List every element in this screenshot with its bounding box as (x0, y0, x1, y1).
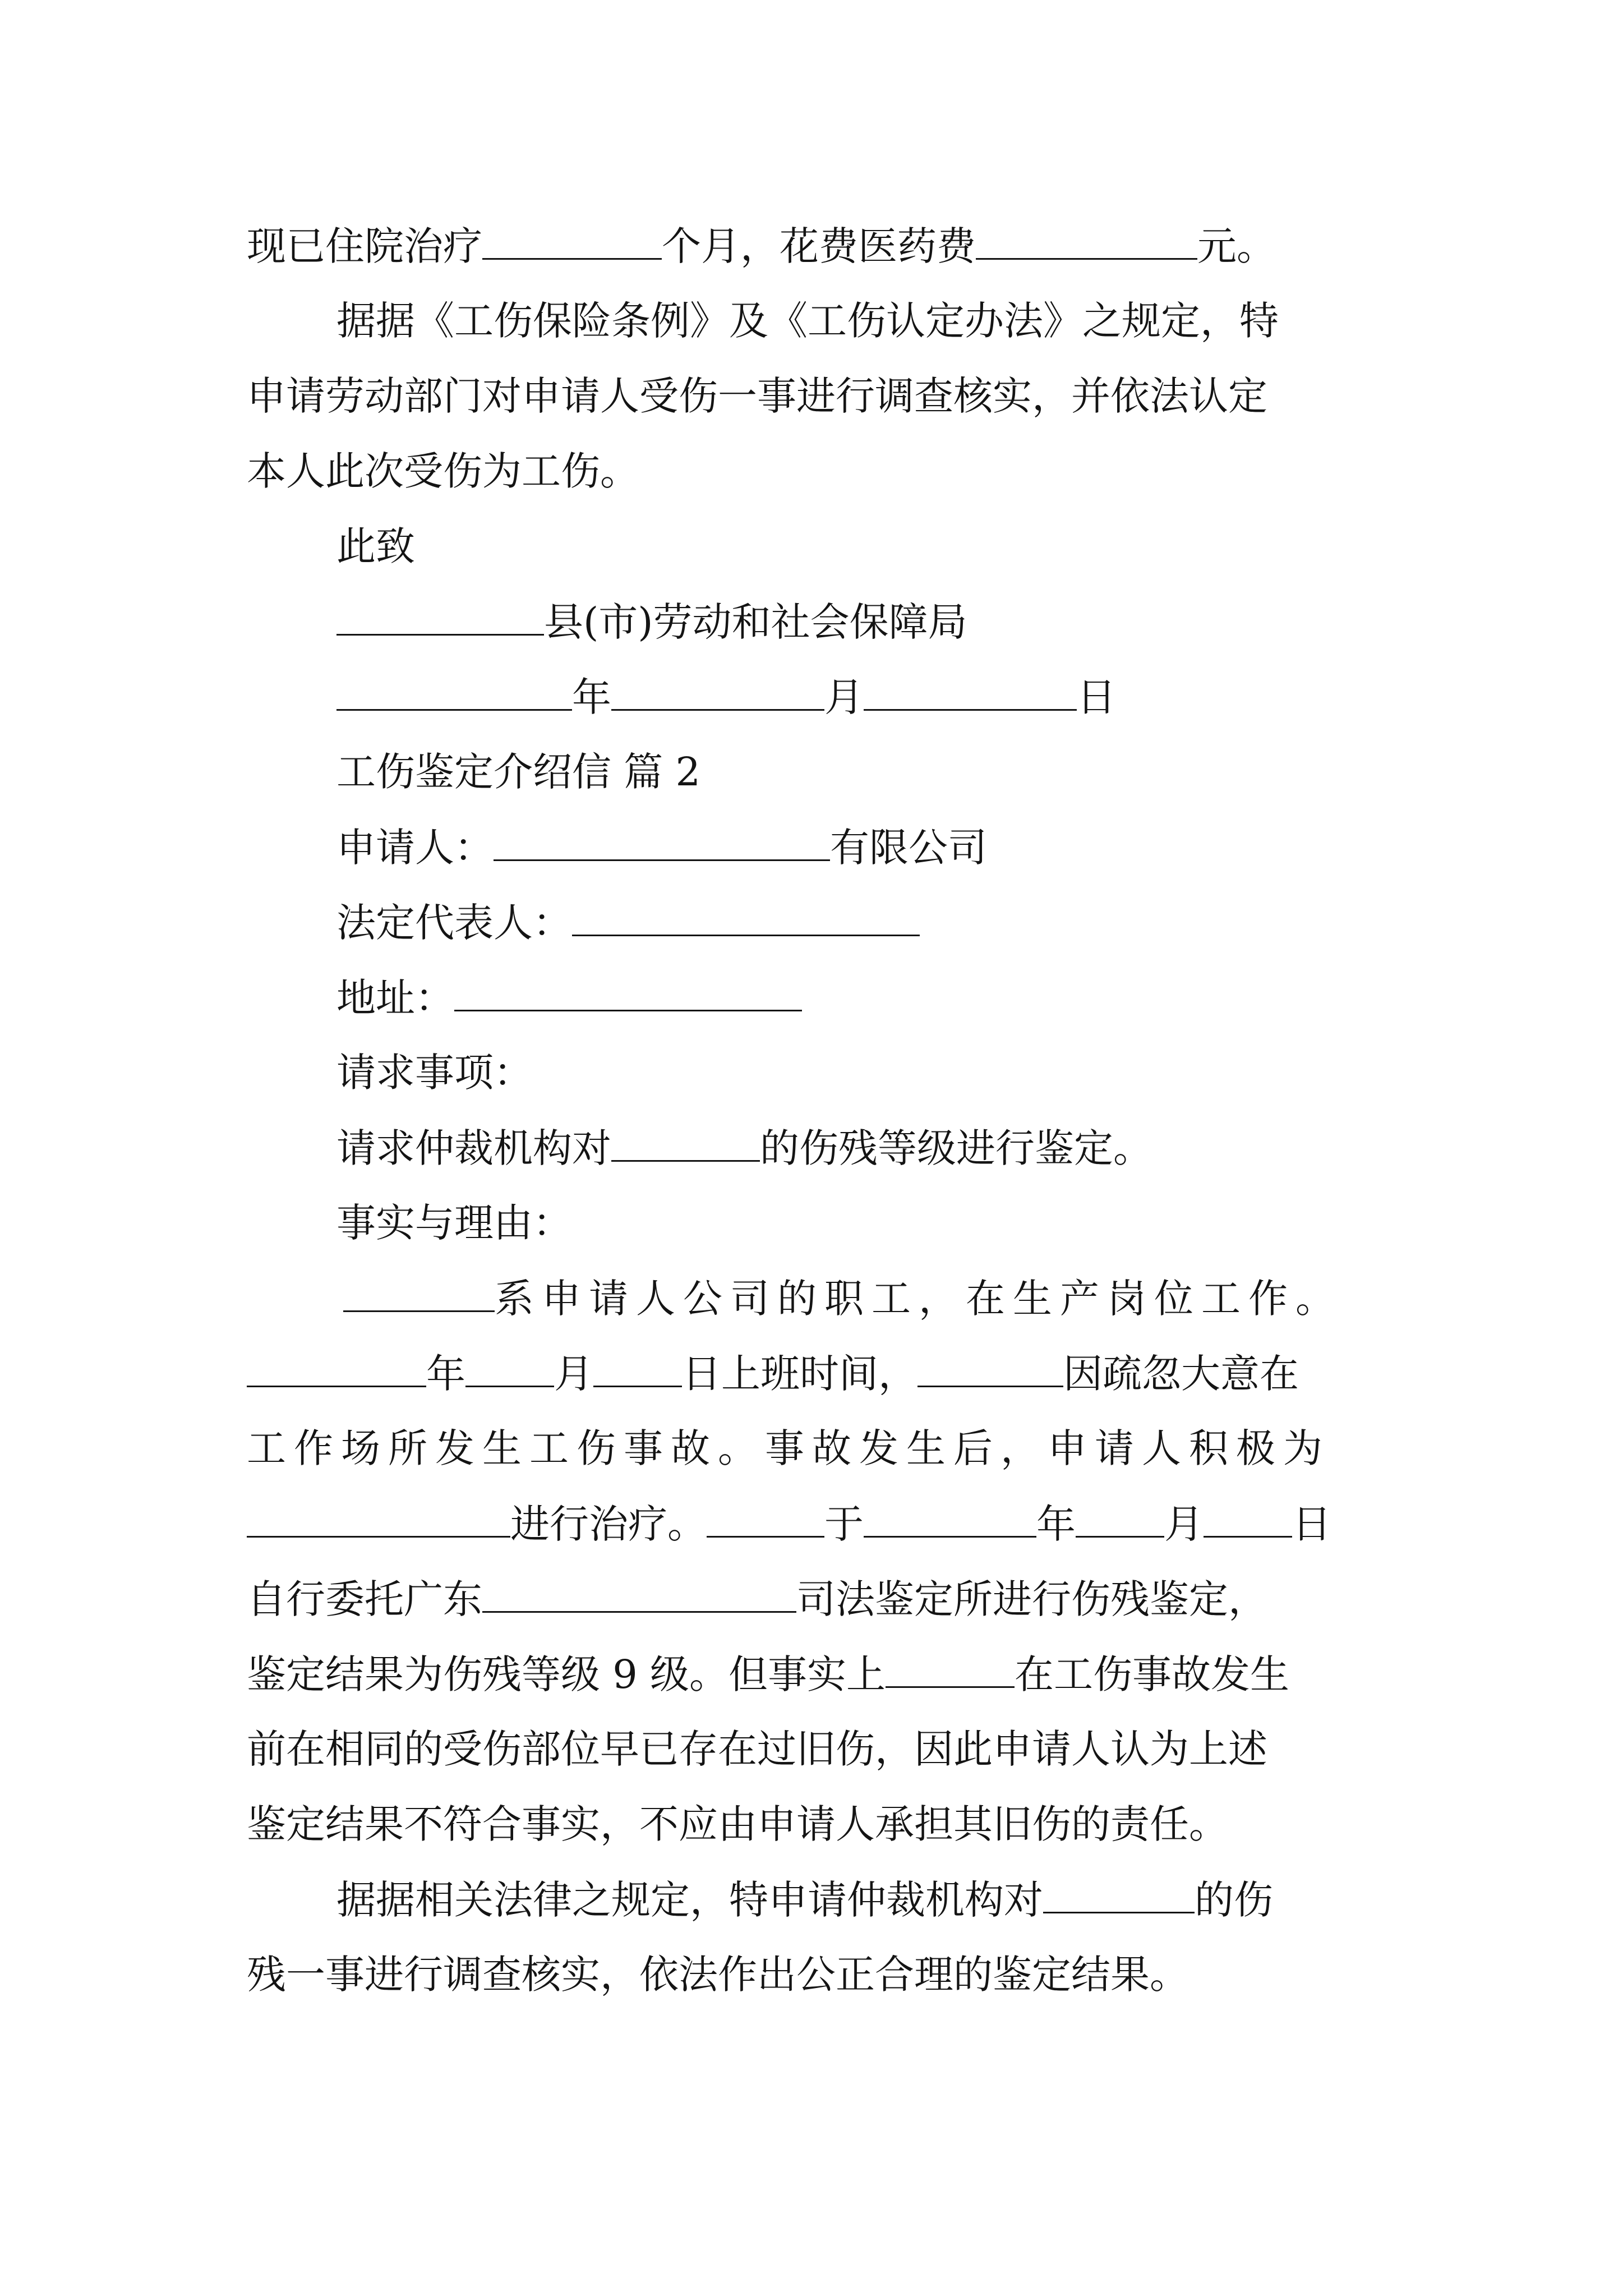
fill-blank (917, 1351, 1063, 1387)
fill-blank (1204, 1501, 1292, 1538)
text-span: 自行委托广东 (247, 1576, 482, 1622)
fill-blank (465, 1351, 554, 1387)
text-span: 司法鉴定所进行伤残鉴定， (796, 1576, 1267, 1622)
fill-blank (1076, 1501, 1164, 1538)
facts-line: 鉴定结果不符合事实，不应由申请人承担其旧伤的责任。 (247, 1801, 1228, 1847)
date-year-label: 年 (572, 674, 611, 720)
fill-blank (482, 1576, 796, 1613)
applicant-line (336, 825, 987, 869)
fill-blank (593, 1351, 682, 1387)
text-span: 鉴定结果为伤残等级 9 级。但事实上 (247, 1651, 886, 1697)
text-span: 进行治疗。 (510, 1501, 707, 1547)
applicant-suffix: 有限公司 (830, 825, 987, 871)
fill-blank (976, 223, 1197, 260)
paragraph-line: 据据《工伤保险条例》及《工伤认定办法》之规定，特 (336, 298, 1279, 344)
text-span: 个月，花费医药费 (662, 223, 976, 269)
date-month-label: 月 (824, 674, 864, 720)
text-span: 的伤残等级进行鉴定。 (760, 1125, 1152, 1171)
text-span: 请求仲裁机构对 (336, 1125, 611, 1171)
text-span: 现已住院治疗 (247, 223, 482, 269)
text-span: 据据相关法律之规定，特申请仲裁机构对 (336, 1877, 1043, 1923)
fill-blank (611, 1125, 760, 1162)
applicant-label: 申请人： (336, 825, 494, 871)
facts-line (247, 1576, 1267, 1621)
section-title: 工伤鉴定介绍信 篇 2 (336, 749, 701, 795)
request-line (336, 1125, 1152, 1170)
date-line (336, 674, 1116, 719)
fill-blank (886, 1651, 1015, 1688)
fill-blank (482, 223, 662, 260)
address-label: 地址： (336, 975, 454, 1021)
fill-blank (247, 1351, 426, 1387)
fill-blank (336, 599, 544, 636)
fill-blank (864, 674, 1077, 711)
recipient-name: 县(市)劳动和社会保障局 (544, 599, 967, 645)
text-span: 日上班时间， (682, 1351, 917, 1397)
paragraph-line: 本人此次受伤为工伤。 (247, 448, 639, 494)
closing-line: 残一事进行调查核实，依法作出公正合理的鉴定结果。 (247, 1952, 1189, 1998)
legal-rep-line (336, 900, 920, 945)
date-day-label: 日 (1077, 674, 1116, 720)
fill-blank (572, 900, 920, 936)
fill-blank (611, 674, 824, 711)
address-line (336, 975, 802, 1020)
text-span: 在工伤事故发生 (1015, 1651, 1290, 1697)
paragraph-line (247, 223, 1276, 268)
legal-rep-label: 法定代表人： (336, 900, 572, 946)
facts-line: 工作场所发生工伤事故。事故发生后，申请人积极为 (247, 1425, 1330, 1471)
text-span: 日 (1292, 1501, 1331, 1547)
fill-blank (454, 975, 802, 1011)
fill-blank (707, 1501, 824, 1538)
salutation: 此致 (336, 523, 415, 569)
text-span: 的伤 (1195, 1877, 1273, 1923)
fill-blank (343, 1276, 495, 1312)
fill-blank (864, 1501, 1036, 1538)
facts-line (343, 1276, 1343, 1320)
fill-blank (247, 1501, 510, 1538)
text-span: 于 (824, 1501, 864, 1547)
facts-line (247, 1501, 1331, 1546)
text-span: 月 (1164, 1501, 1204, 1547)
text-span: 年 (1036, 1501, 1076, 1547)
request-heading: 请求事项： (336, 1050, 533, 1096)
fill-blank (1043, 1877, 1195, 1913)
closing-line (336, 1877, 1273, 1922)
facts-line: 前在相同的受伤部位早已存在过旧伤，因此申请人认为上述 (247, 1726, 1267, 1772)
recipient-line (336, 599, 967, 644)
facts-line (247, 1351, 1299, 1396)
text-span: 元。 (1197, 223, 1276, 269)
facts-heading: 事实与理由： (336, 1200, 572, 1246)
text-span: 系申请人公司的职工，在生产岗位工作。 (495, 1276, 1343, 1322)
fill-blank (336, 674, 572, 711)
fill-blank (494, 825, 830, 861)
text-span: 年 (426, 1351, 465, 1397)
text-span: 因疏忽大意在 (1063, 1351, 1299, 1397)
facts-line (247, 1651, 1289, 1696)
paragraph-line: 申请劳动部门对申请人受伤一事进行调查核实，并依法认定 (247, 373, 1267, 419)
text-span: 月 (554, 1351, 593, 1397)
